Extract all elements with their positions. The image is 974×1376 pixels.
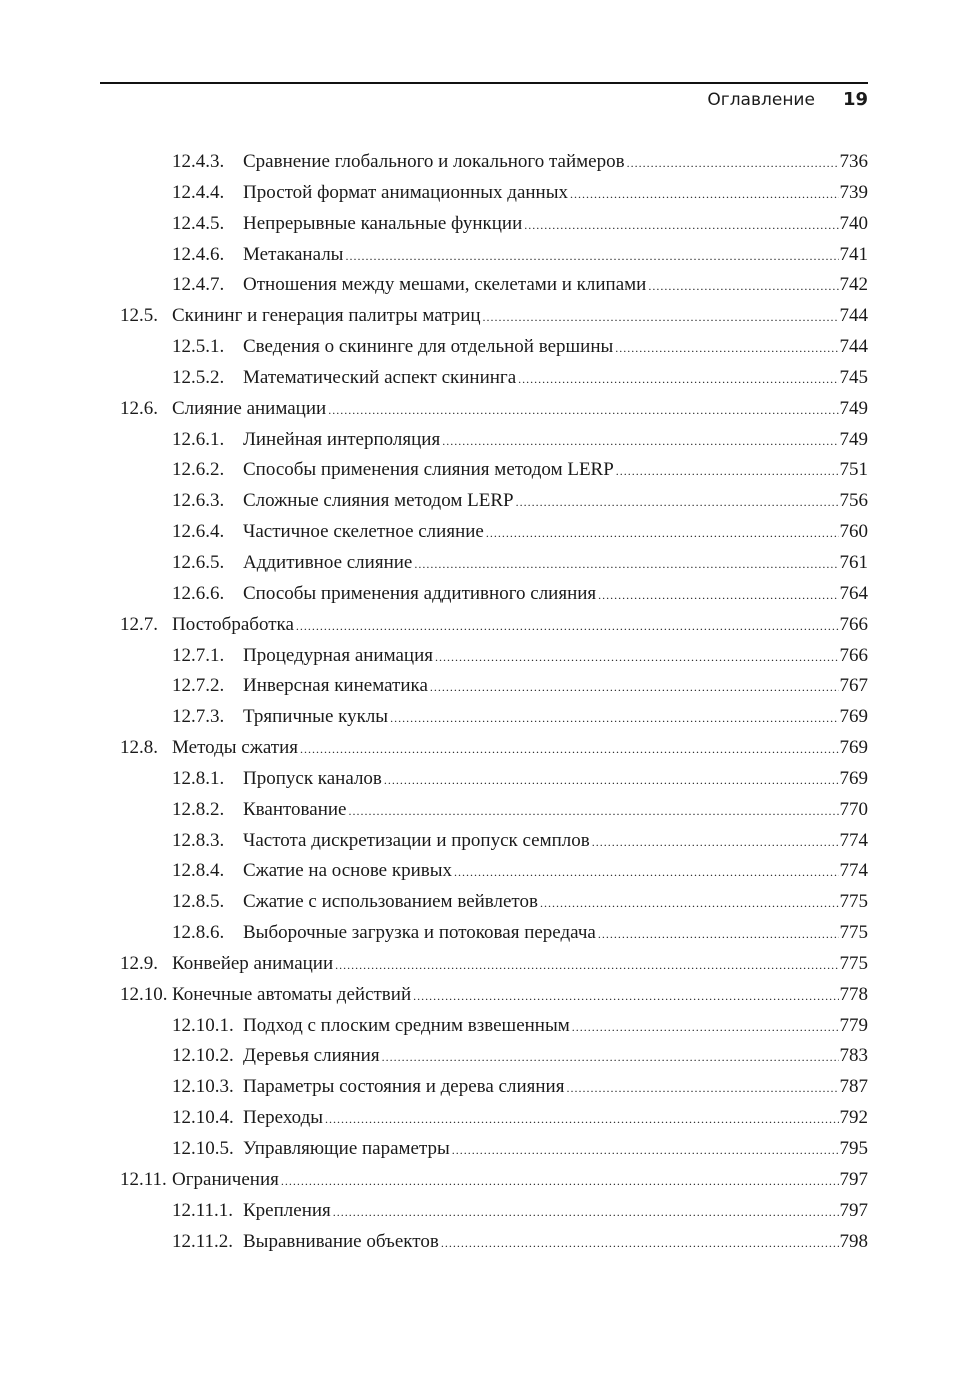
toc-entry [0,579,974,610]
entry-page: 749 [839,397,868,419]
entry-page: 775 [839,952,868,974]
entry-title: Методы сжатия [172,733,300,764]
entry-number: 12.5.2. [172,366,225,388]
entry-page: 797 [839,1168,868,1190]
entry-number: 12.6.3. [172,490,225,512]
dot-leader [524,210,838,241]
entry-page: 736 [839,151,868,172]
entry-number: 12.5. [120,305,158,327]
toc-entry [0,1165,974,1196]
toc-entry [0,671,974,702]
dot-leader [382,1042,839,1073]
entry-page: 792 [839,1107,868,1129]
entry-title: Конечные автоматы действий [172,980,413,1011]
entry-number: 12.6. [120,397,158,419]
dot-leader [430,672,839,703]
toc-entry [0,918,974,949]
entry-title: Аддитивное слияние [243,548,414,579]
entry-page: 778 [839,983,868,1005]
entry-number: 12.11.1. [172,1199,234,1221]
entry-title: Процедурная анимация [243,641,435,672]
entry-number: 12.9. [120,952,158,974]
toc-entry [0,980,974,1011]
running-header [707,89,868,110]
dot-leader [518,364,838,395]
toc-entry [0,486,974,517]
dot-leader [572,1012,839,1043]
dot-leader [452,1135,839,1166]
entry-page: 769 [839,706,868,728]
toc-entry [0,1227,974,1258]
toc-entry [0,1011,974,1042]
entry-page: 742 [839,274,868,296]
entry-number: 12.10.5. [172,1138,234,1159]
entry-title: Метаканалы [243,240,345,271]
toc-entry [0,641,974,672]
dot-leader [615,333,838,364]
dot-leader [390,703,838,734]
entry-page: 756 [839,490,868,512]
page-number: 19 [842,89,868,110]
entry-title: Выборочные загрузка и потоковая передача [243,918,598,949]
toc-entry [0,270,974,301]
dot-leader [516,487,839,518]
entry-page: 744 [839,336,868,358]
entry-title: Ограничения [172,1165,281,1196]
entry-title: Сжатие на основе кривых [243,856,454,887]
toc-entry [0,178,974,209]
dot-leader [598,919,839,950]
dot-leader [300,734,839,765]
toc-entry [0,764,974,795]
entry-number: 12.11. [120,1168,167,1190]
header-title: Оглавление [707,90,815,110]
entry-page: 761 [839,551,868,573]
dot-leader [441,1228,839,1259]
toc-entry [0,425,974,456]
entry-number: 12.7. [120,613,158,635]
entry-title: Простой формат анимационных данных [243,178,570,209]
dot-leader [627,148,839,179]
entry-page: 767 [839,675,868,697]
dot-leader [486,518,839,549]
entry-title: Сжатие с использованием вейвлетов [243,887,540,918]
entry-title: Сведения о скининге для отдельной вершины [243,332,615,363]
entry-page: 766 [839,644,868,666]
entry-title: Управляющие параметры [243,1134,452,1165]
entry-number: 12.7.1. [172,644,225,666]
dot-leader [454,857,839,888]
dot-leader [333,1197,839,1228]
entry-page: 795 [839,1138,868,1159]
entry-title: Способы применения аддитивного слияния [243,579,598,610]
dot-leader [413,981,838,1012]
entry-number: 12.8.1. [172,767,225,789]
toc-entry [0,1196,974,1227]
toc-entry [0,209,974,240]
entry-number: 12.8.6. [172,922,225,944]
toc-entry [0,826,974,857]
entry-title: Постобработка [172,610,296,641]
entry-number: 12.10.1. [172,1014,234,1036]
dot-leader [442,426,838,457]
entry-title: Математический аспект скининга [243,363,518,394]
entry-title: Деревья слияния [243,1041,382,1072]
entry-number: 12.4.4. [172,181,225,203]
entry-title: Способы применения слияния методом LERP [243,455,616,486]
entry-page: 774 [839,860,868,882]
entry-number: 12.4.7. [172,274,225,296]
toc-entry [0,887,974,918]
entry-number: 12.5.1. [172,336,225,358]
entry-number: 12.11.2. [172,1230,234,1252]
entry-page: 744 [839,305,868,327]
entry-page: 775 [839,922,868,944]
entry-title: Сложные слияния методом LERP [243,486,516,517]
dot-leader [540,888,839,919]
toc-entry [0,394,974,425]
entry-number: 12.7.3. [172,706,225,728]
dot-leader [335,950,838,981]
dot-leader [598,580,838,611]
entry-title: Переходы [243,1103,325,1134]
toc-entry [0,610,974,641]
entry-title: Слияние анимации [172,394,328,425]
entry-page: 769 [839,737,868,759]
entry-title: Частичное скелетное слияние [243,517,486,548]
entry-page: 741 [839,243,868,265]
entry-page: 779 [839,1014,868,1036]
toc-entry [0,856,974,887]
entry-title: Непрерывные канальные функции [243,209,524,240]
entry-number: 12.8.2. [172,798,225,820]
entry-number: 12.6.6. [172,582,225,604]
dot-leader [384,765,839,796]
header-rule [100,82,868,84]
entry-page: 740 [839,212,868,234]
entry-page: 760 [839,521,868,543]
entry-page: 774 [839,829,868,851]
entry-page: 798 [839,1230,868,1252]
entry-page: 783 [839,1045,868,1067]
entry-title: Частота дискретизации и пропуск семплов [243,826,592,857]
toc-entry [0,949,974,980]
entry-page: 751 [839,459,868,481]
entry-title: Подход с плоским средним взвешенным [243,1011,572,1042]
dot-leader [616,456,839,487]
dot-leader [570,179,839,210]
entry-number: 12.6.4. [172,521,225,543]
toc-entry [0,332,974,363]
dot-leader [648,271,838,302]
entry-title: Сравнение глобального и локального таймеров [243,147,627,178]
entry-number: 12.4.6. [172,243,225,265]
toc-entry [0,795,974,826]
entry-page: 749 [839,428,868,450]
entry-number: 12.4.5. [172,212,225,234]
entry-number: 12.6.1. [172,428,225,450]
entry-page: 764 [839,582,868,604]
entry-page: 775 [839,891,868,913]
toc-entry [0,240,974,271]
entry-page: 770 [839,798,868,820]
toc-entry [0,1072,974,1103]
toc-entry [0,733,974,764]
entry-title: Линейная интерполяция [243,425,442,456]
entry-page: 769 [839,767,868,789]
entry-title: Инверсная кинематика [243,671,430,702]
entry-title: Квантование [243,795,348,826]
dot-leader [325,1104,839,1135]
entry-number: 12.10.4. [172,1107,234,1129]
toc-entry [0,1103,974,1134]
toc-entry [0,1041,974,1072]
toc-entry [0,1134,974,1165]
entry-number: 12.8.3. [172,829,225,851]
entry-page: 739 [839,181,868,203]
entry-title: Тряпичные куклы [243,702,390,733]
entry-title: Выравнивание объектов [243,1227,441,1258]
dot-leader [348,796,838,827]
entry-number: 12.10. [120,983,168,1005]
entry-page: 745 [839,366,868,388]
dot-leader [592,827,839,858]
entry-number: 12.4.3. [172,151,225,172]
entry-page: 797 [839,1199,868,1221]
table-of-contents [0,147,974,1257]
toc-entry [0,363,974,394]
dot-leader [328,395,838,426]
entry-title: Отношения между мешами, скелетами и клипами [243,270,648,301]
entry-page: 787 [839,1076,868,1098]
dot-leader [281,1166,839,1197]
entry-title: Крепления [243,1196,333,1227]
entry-number: 12.8.5. [172,891,225,913]
dot-leader [483,302,839,333]
entry-number: 12.8.4. [172,860,225,882]
dot-leader [435,642,839,673]
toc-entry [0,548,974,579]
entry-number: 12.7.2. [172,675,225,697]
entry-number: 12.6.5. [172,551,225,573]
entry-title: Скининг и генерация палитры матриц [172,301,483,332]
toc-entry [0,517,974,548]
toc-entry [0,301,974,332]
dot-leader [345,241,838,272]
entry-title: Пропуск каналов [243,764,384,795]
entry-title: Параметры состояния и дерева слияния [243,1072,566,1103]
entry-title: Конвейер анимации [172,949,335,980]
entry-number: 12.10.3. [172,1076,234,1098]
dot-leader [414,549,838,580]
dot-leader [566,1073,838,1104]
entry-number: 12.6.2. [172,459,225,481]
entry-page: 766 [839,613,868,635]
entry-number: 12.10.2. [172,1045,234,1067]
dot-leader [296,611,839,642]
toc-entry [0,455,974,486]
entry-number: 12.8. [120,737,158,759]
toc-entry [0,702,974,733]
toc-entry [0,147,974,178]
